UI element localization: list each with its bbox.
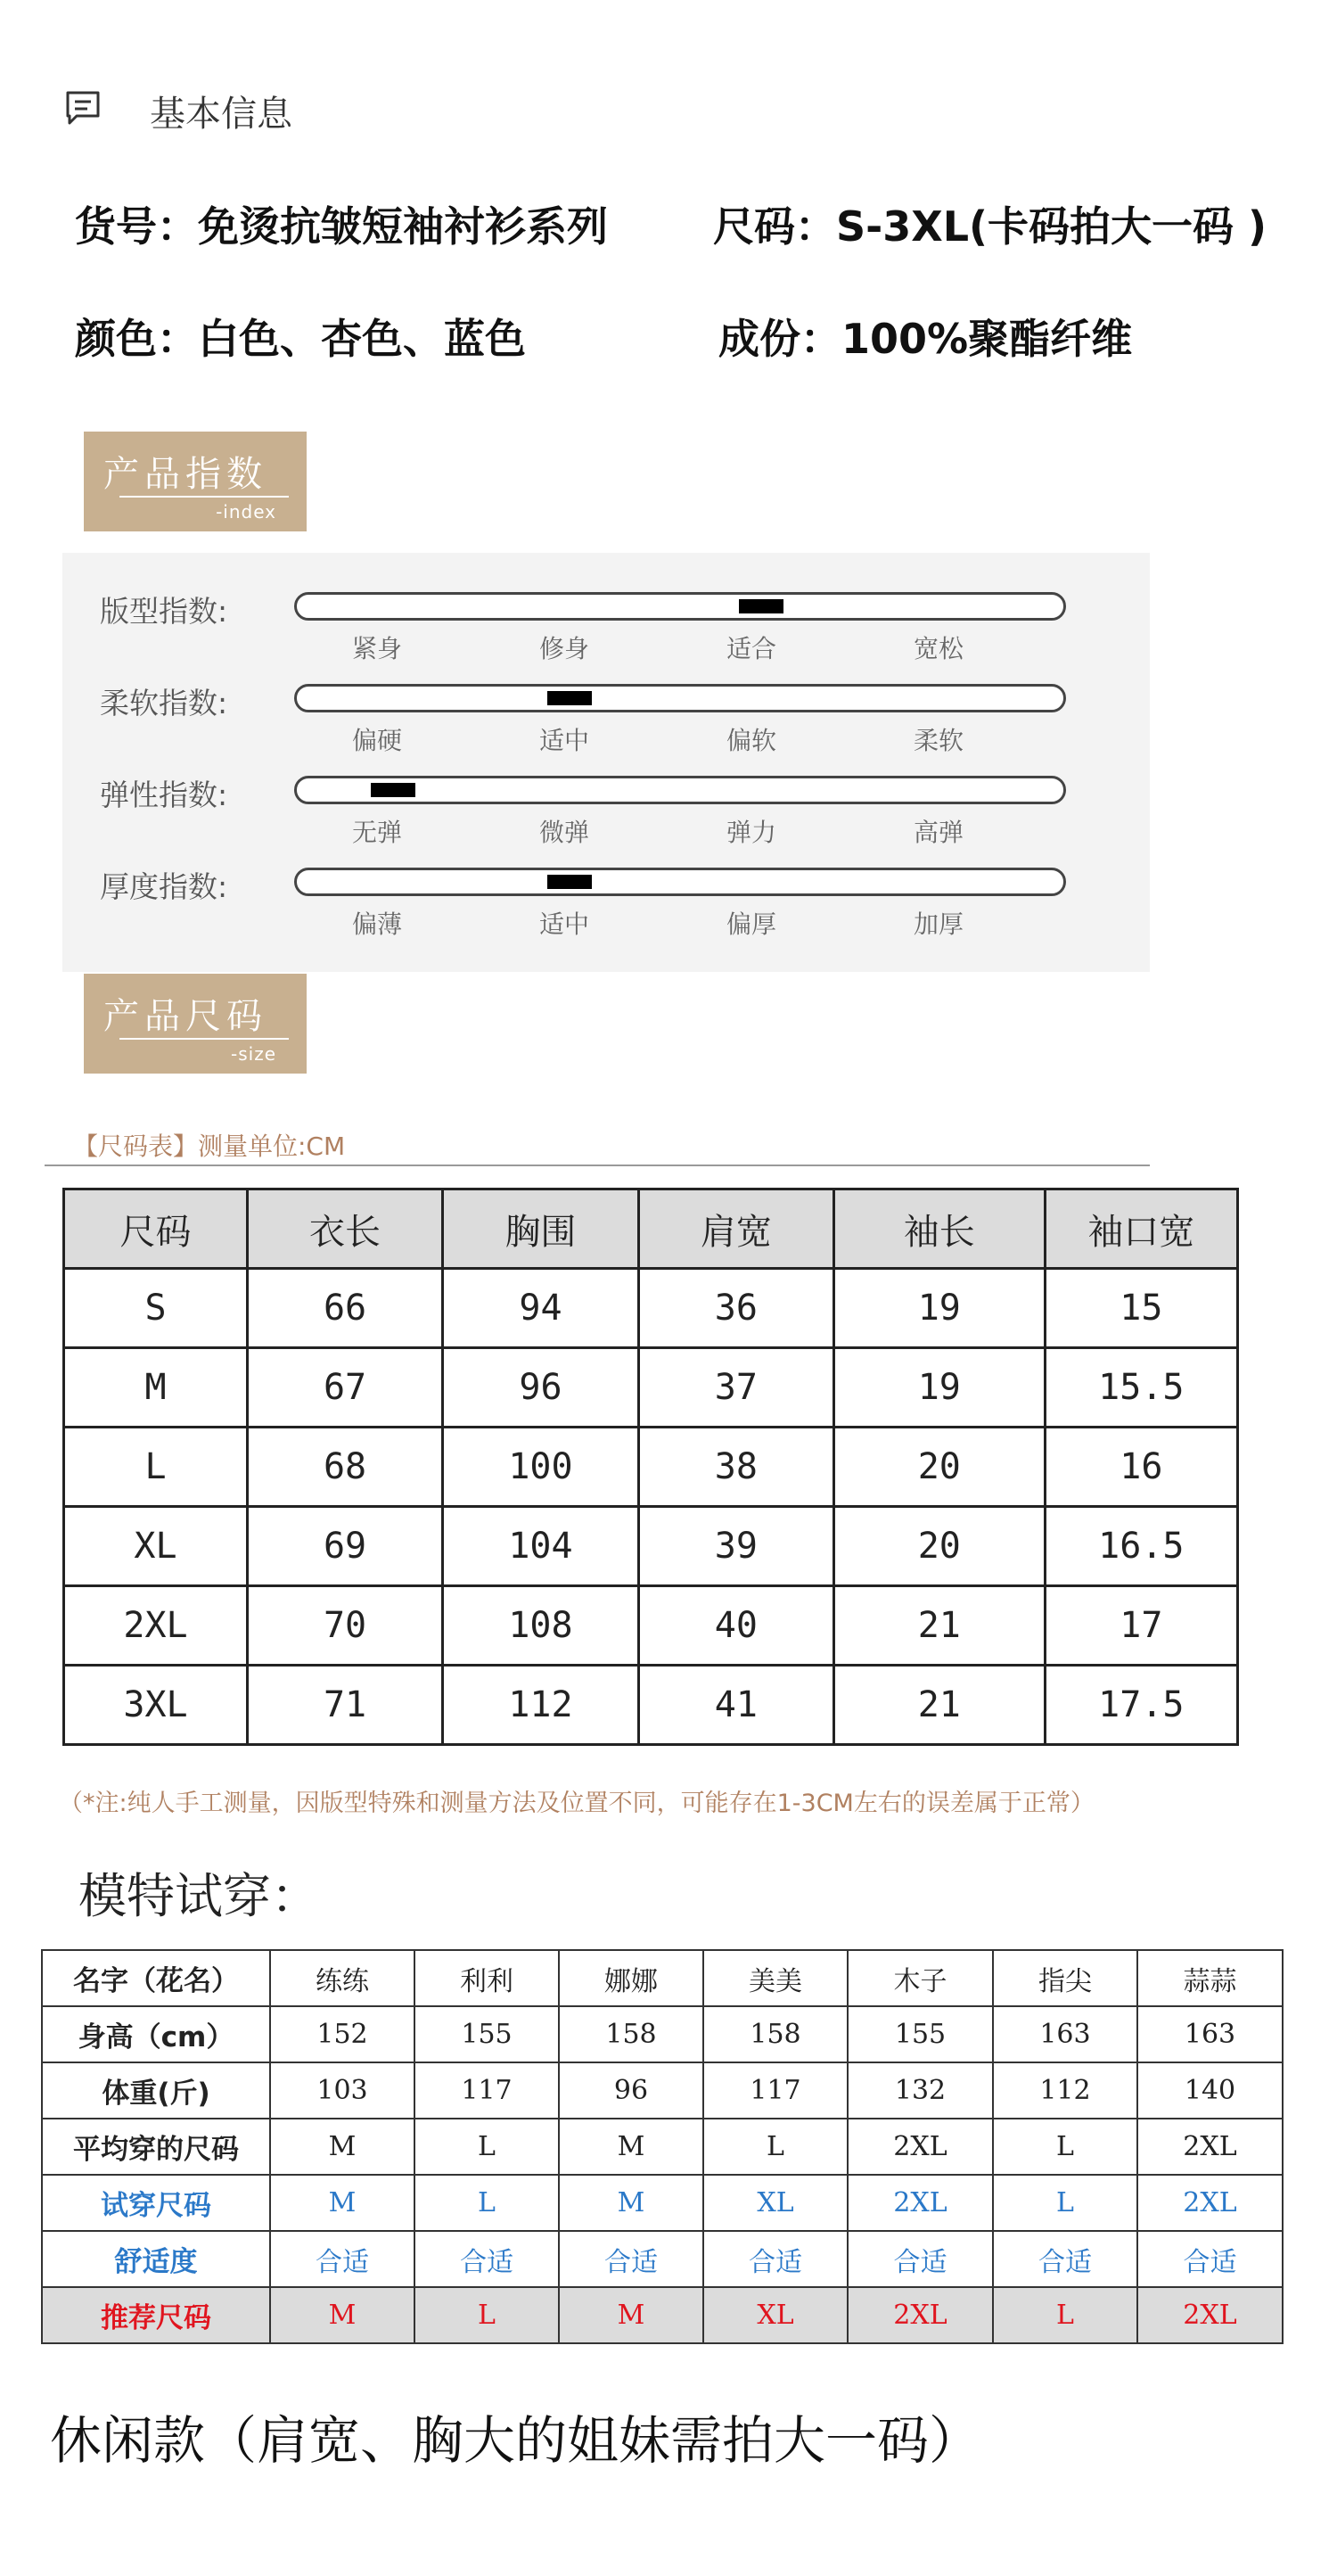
index-slider-marker [547, 875, 592, 889]
model-table-row-header: 平均穿的尺码 [42, 2119, 270, 2175]
product-index-badge [84, 432, 307, 531]
index-tick-label: 加厚 [914, 909, 964, 939]
size-table-cell: M [64, 1348, 248, 1428]
size-table-header: 袖口宽 [1045, 1189, 1237, 1269]
index-tick-label: 弹力 [726, 818, 777, 847]
index-tick-label: 微弹 [539, 818, 590, 847]
model-table-cell: 163 [1137, 2006, 1283, 2062]
size-table-cell: 36 [638, 1269, 833, 1348]
index-label: 柔软指数: [100, 686, 228, 720]
model-table-cell: 合适 [270, 2231, 414, 2287]
model-table-cell: 练练 [270, 1950, 414, 2006]
size-table-cell: 112 [443, 1666, 639, 1745]
index-slider-marker [371, 783, 415, 797]
index-slider-track [294, 868, 1066, 896]
size-table-header: 肩宽 [638, 1189, 833, 1269]
model-table-cell: 合适 [703, 2231, 848, 2287]
size-range: 尺码：S-3XL(卡码拍大一码 ) [713, 202, 1267, 251]
document-icon [64, 89, 102, 127]
model-table-cell: L [993, 2287, 1137, 2343]
index-tick-label: 紧身 [352, 634, 403, 663]
table-row [42, 2062, 1283, 2119]
model-table-cell: 合适 [559, 2231, 703, 2287]
model-table-cell: 2XL [848, 2287, 993, 2343]
index-label: 版型指数: [100, 594, 228, 629]
model-table-cell: L [414, 2175, 559, 2231]
model-table [41, 1949, 1284, 2344]
size-table-cell: 21 [833, 1586, 1045, 1666]
model-table-cell: M [270, 2119, 414, 2175]
model-table-cell: 155 [414, 2006, 559, 2062]
size-table-cell: 70 [247, 1586, 442, 1666]
table-row [64, 1269, 1238, 1348]
model-table-row-header: 身高（cm） [42, 2006, 270, 2062]
size-table-cell: 38 [638, 1428, 833, 1507]
table-row [42, 1950, 1283, 2006]
index-label: 厚度指数: [100, 869, 228, 904]
index-tick-label: 偏厚 [726, 909, 777, 939]
model-table-cell: 合适 [993, 2231, 1137, 2287]
model-table-cell: 合适 [848, 2231, 993, 2287]
model-table-row-header: 名字（花名） [42, 1950, 270, 2006]
model-table-cell: 140 [1137, 2062, 1283, 2119]
model-table-cell: M [270, 2175, 414, 2231]
model-table-cell: 2XL [1137, 2175, 1283, 2231]
model-table-cell: 103 [270, 2062, 414, 2119]
table-row [42, 2231, 1283, 2287]
model-table-cell: 指尖 [993, 1950, 1137, 2006]
size-table-cell: 67 [247, 1348, 442, 1428]
model-table-cell: 117 [703, 2062, 848, 2119]
size-table-cell: 104 [443, 1507, 639, 1586]
size-table-cell: 71 [247, 1666, 442, 1745]
table-row [42, 2006, 1283, 2062]
size-table-header: 胸围 [443, 1189, 639, 1269]
table-row [42, 2287, 1283, 2343]
index-tick-label: 高弹 [914, 818, 964, 847]
size-table-cell: 96 [443, 1348, 639, 1428]
size-table-cell: 39 [638, 1507, 833, 1586]
size-table-cell: L [64, 1428, 248, 1507]
model-table-cell: 利利 [414, 1950, 559, 2006]
size-table-header: 尺码 [64, 1189, 248, 1269]
size-table-cell: 37 [638, 1348, 833, 1428]
size-table-cell: 17.5 [1045, 1666, 1237, 1745]
model-table-cell: 2XL [1137, 2119, 1283, 2175]
model-table-cell: M [559, 2287, 703, 2343]
model-table-row-header: 试穿尺码 [42, 2175, 270, 2231]
model-table-cell: M [559, 2175, 703, 2231]
model-table-cell: 158 [559, 2006, 703, 2062]
index-tick-label: 适合 [726, 634, 777, 663]
index-tick-label: 偏硬 [352, 726, 403, 755]
model-table-cell: L [414, 2287, 559, 2343]
index-tick-label: 偏软 [726, 726, 777, 755]
size-table-cell: 20 [833, 1507, 1045, 1586]
size-table-cell: 108 [443, 1586, 639, 1666]
model-table-row-header: 推荐尺码 [42, 2287, 270, 2343]
table-row [64, 1348, 1238, 1428]
material-info: 成份：100%聚酯纤维 [718, 315, 1133, 363]
size-table-cell: S [64, 1269, 248, 1348]
model-table-cell: 117 [414, 2062, 559, 2119]
size-table-cell: 100 [443, 1428, 639, 1507]
size-table-cell: 16.5 [1045, 1507, 1237, 1586]
index-tick-label: 无弹 [352, 818, 403, 847]
table-row [64, 1666, 1238, 1745]
product-size-badge [84, 974, 307, 1074]
model-fitting-title: 模特试穿： [78, 1868, 319, 1924]
size-table-cell: 17 [1045, 1586, 1237, 1666]
index-slider-track [294, 684, 1066, 712]
model-table-cell: 155 [848, 2006, 993, 2062]
size-table-cell: 19 [833, 1269, 1045, 1348]
table-row [64, 1428, 1238, 1507]
size-table-cell: 16 [1045, 1428, 1237, 1507]
index-tick-label: 修身 [539, 634, 590, 663]
model-table-cell: XL [703, 2175, 848, 2231]
size-table-cell: 2XL [64, 1586, 248, 1666]
size-table-cell: 21 [833, 1666, 1045, 1745]
color-info: 颜色：白色、杏色、蓝色 [75, 315, 526, 363]
size-table-cell: 19 [833, 1348, 1045, 1428]
section-title: 基本信息 [150, 94, 292, 135]
size-table [62, 1188, 1239, 1746]
index-tick-label: 适中 [539, 726, 590, 755]
model-table-cell: 娜娜 [559, 1950, 703, 2006]
badge-subtitle: -index [216, 501, 276, 523]
size-note: （*注:纯人手工测量，因版型特殊和测量方法及位置不同，可能存在1-3CM左右的误差属于正常） [59, 1790, 1095, 1817]
model-table-cell: 2XL [1137, 2287, 1283, 2343]
size-table-cell: 69 [247, 1507, 442, 1586]
model-table-row-header: 体重(斤) [42, 2062, 270, 2119]
model-table-cell: XL [703, 2287, 848, 2343]
index-slider-marker [547, 691, 592, 705]
badge-title: 产品尺码 [103, 996, 267, 1037]
model-table-cell: 112 [993, 2062, 1137, 2119]
model-table-cell: 合适 [414, 2231, 559, 2287]
size-table-cell: 66 [247, 1269, 442, 1348]
index-slider-track [294, 592, 1066, 621]
index-tick-label: 偏薄 [352, 909, 403, 939]
model-table-cell: 2XL [848, 2175, 993, 2231]
size-table-header: 袖长 [833, 1189, 1045, 1269]
index-slider-marker [739, 599, 783, 613]
badge-subtitle: -size [231, 1043, 276, 1065]
size-table-cell: 20 [833, 1428, 1045, 1507]
model-table-cell: 132 [848, 2062, 993, 2119]
model-table-cell: 2XL [848, 2119, 993, 2175]
model-table-row-header: 舒适度 [42, 2231, 270, 2287]
model-table-cell: 合适 [1137, 2231, 1283, 2287]
size-table-cell: 68 [247, 1428, 442, 1507]
footer-note: 休闲款（肩宽、胸大的姐妹需拍大一码） [50, 2410, 981, 2471]
size-table-cell: 40 [638, 1586, 833, 1666]
size-table-cell: 41 [638, 1666, 833, 1745]
size-table-cell: 3XL [64, 1666, 248, 1745]
model-table-cell: 96 [559, 2062, 703, 2119]
table-row [42, 2175, 1283, 2231]
model-table-cell: M [559, 2119, 703, 2175]
model-table-cell: L [703, 2119, 848, 2175]
table-row [42, 2119, 1283, 2175]
size-table-cell: 15.5 [1045, 1348, 1237, 1428]
table-row [64, 1507, 1238, 1586]
model-table-cell: 美美 [703, 1950, 848, 2006]
index-tick-label: 适中 [539, 909, 590, 939]
model-table-cell: 152 [270, 2006, 414, 2062]
model-table-cell: L [993, 2175, 1137, 2231]
divider [45, 1165, 1150, 1166]
size-table-cell: 15 [1045, 1269, 1237, 1348]
size-unit-label: 【尺码表】测量单位:CM [73, 1132, 346, 1161]
model-table-cell: 158 [703, 2006, 848, 2062]
badge-title: 产品指数 [103, 454, 267, 495]
size-table-header: 衣长 [247, 1189, 442, 1269]
index-tick-label: 宽松 [914, 634, 964, 663]
item-number: 货号：免烫抗皱短袖衬衫系列 [75, 202, 608, 251]
size-table-cell: XL [64, 1507, 248, 1586]
index-tick-label: 柔软 [914, 726, 964, 755]
model-table-cell: 木子 [848, 1950, 993, 2006]
model-table-cell: M [270, 2287, 414, 2343]
model-table-cell: L [414, 2119, 559, 2175]
table-row [64, 1586, 1238, 1666]
index-label: 弹性指数: [100, 778, 228, 812]
size-table-cell: 94 [443, 1269, 639, 1348]
model-table-cell: L [993, 2119, 1137, 2175]
model-table-cell: 蒜蒜 [1137, 1950, 1283, 2006]
model-table-cell: 163 [993, 2006, 1137, 2062]
